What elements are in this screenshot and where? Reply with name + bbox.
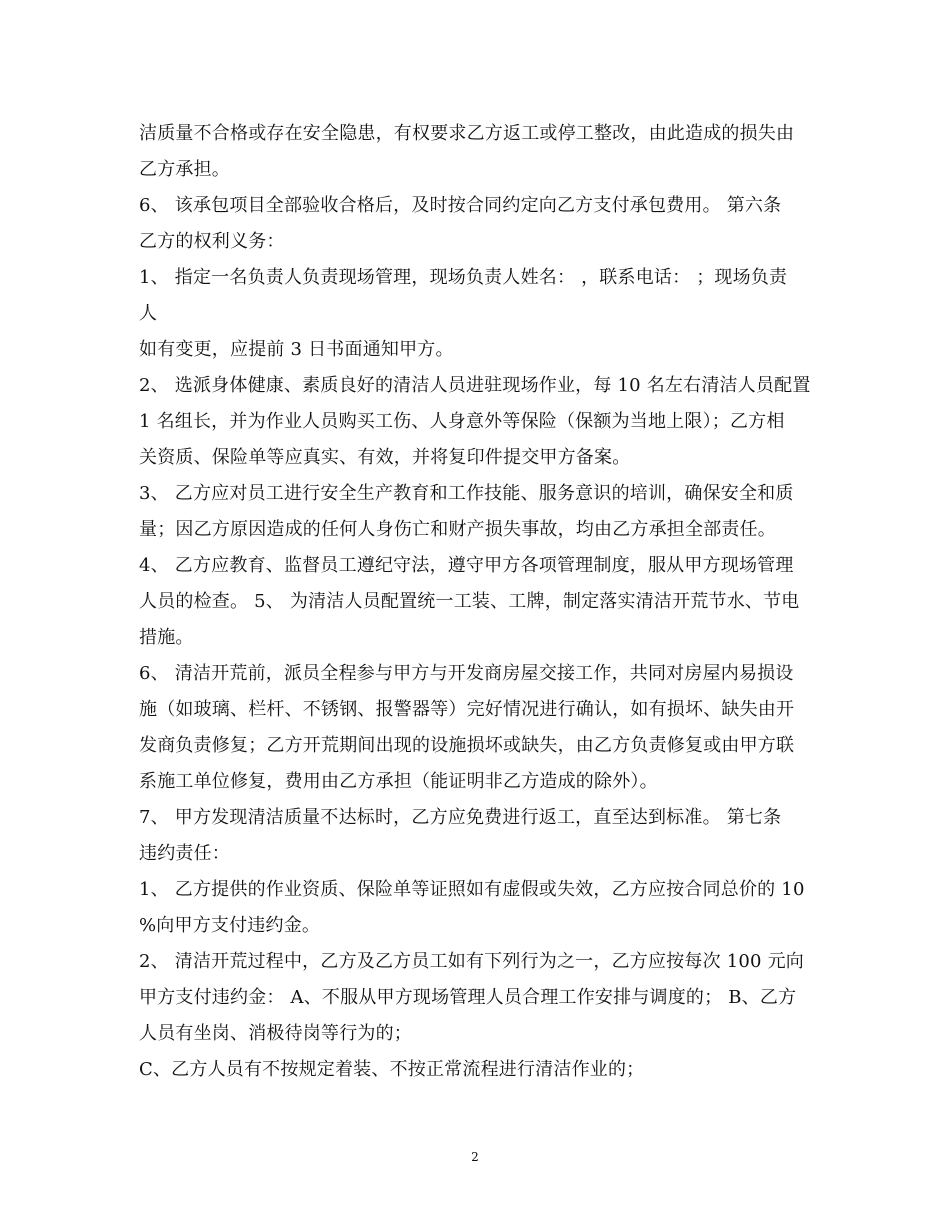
text-line: 关资质、保险单等应真实、有效，并将复印件提交甲方备案。	[139, 447, 631, 468]
text-line: 乙方的权利义务：	[139, 231, 285, 252]
text-line: 2、 选派身体健康、素质良好的清洁人员进驻现场作业，每 10 名左右清洁人员配置	[139, 375, 811, 396]
text-line: 1、 指定一名负责人负责现场管理，现场负责人姓名： ，联系电话： ；现场负责	[139, 267, 788, 288]
text-line: 人员的检查。 5、 为清洁人员配置统一工装、工牌，制定落实清洁开荒节水、节电	[139, 591, 800, 612]
text-line: 3、 乙方应对员工进行安全生产教育和工作技能、服务意识的培训，确保安全和质	[139, 483, 794, 504]
text-line: 系施工单位修复，费用由乙方承担（能证明非乙方造成的除外）。	[139, 771, 658, 792]
text-line: 1、 乙方提供的作业资质、保险单等证照如有虚假或失效，乙方应按合同总价的 10	[139, 879, 805, 900]
text-line: 甲方支付违约金： A、不服从甲方现场管理人员合理工作安排与调度的； B、乙方	[139, 987, 797, 1008]
text-line: 6、 清洁开荒前，派员全程参与甲方与开发商房屋交接工作，共同对房屋内易损设	[139, 663, 794, 684]
text-line: 如有变更，应提前 3 日书面通知甲方。	[139, 339, 454, 360]
text-line: %向甲方支付违约金。	[139, 915, 321, 936]
text-line: 4、 乙方应教育、监督员工遵纪守法，遵守甲方各项管理制度，服从甲方现场管理	[139, 555, 794, 576]
text-line: 违约责任：	[139, 843, 230, 864]
text-line: 人员有坐岗、消极待岗等行为的；	[139, 1023, 412, 1044]
text-line: 2、 清洁开荒过程中，乙方及乙方员工如有下列行为之一，乙方应按每次 100 元向	[139, 951, 804, 972]
text-line: 量；因乙方原因造成的任何人身伤亡和财产损失事故，均由乙方承担全部责任。	[139, 519, 776, 540]
document-body	[139, 116, 819, 1088]
page-number: 2	[471, 1150, 479, 1164]
text-line: 人	[139, 303, 158, 324]
text-line: C、乙方人员有不按规定着装、不按正常流程进行清洁作业的；	[139, 1059, 645, 1080]
text-line: 乙方承担。	[139, 159, 230, 180]
text-line: 施（如玻璃、栏杆、不锈钢、报警器等）完好情况进行确认，如有损坏、缺失由开	[139, 699, 795, 720]
text-line: 发商负责修复；乙方开荒期间出现的设施损坏或缺失，由乙方负责修复或由甲方联	[139, 735, 795, 756]
text-line: 6、 该承包项目全部验收合格后，及时按合同约定向乙方支付承包费用。 第六条	[139, 195, 782, 216]
text-line: 1 名组长，并为作业人员购买工伤、人身意外等保险（保额为当地上限）；乙方相	[139, 411, 785, 432]
text-line: 7、 甲方发现清洁质量不达标时，乙方应免费进行返工，直至达到标准。 第七条	[139, 807, 782, 828]
text-line: 措施。	[139, 627, 194, 648]
text-line: 洁质量不合格或存在安全隐患，有权要求乙方返工或停工整改，由此造成的损失由	[139, 123, 795, 144]
